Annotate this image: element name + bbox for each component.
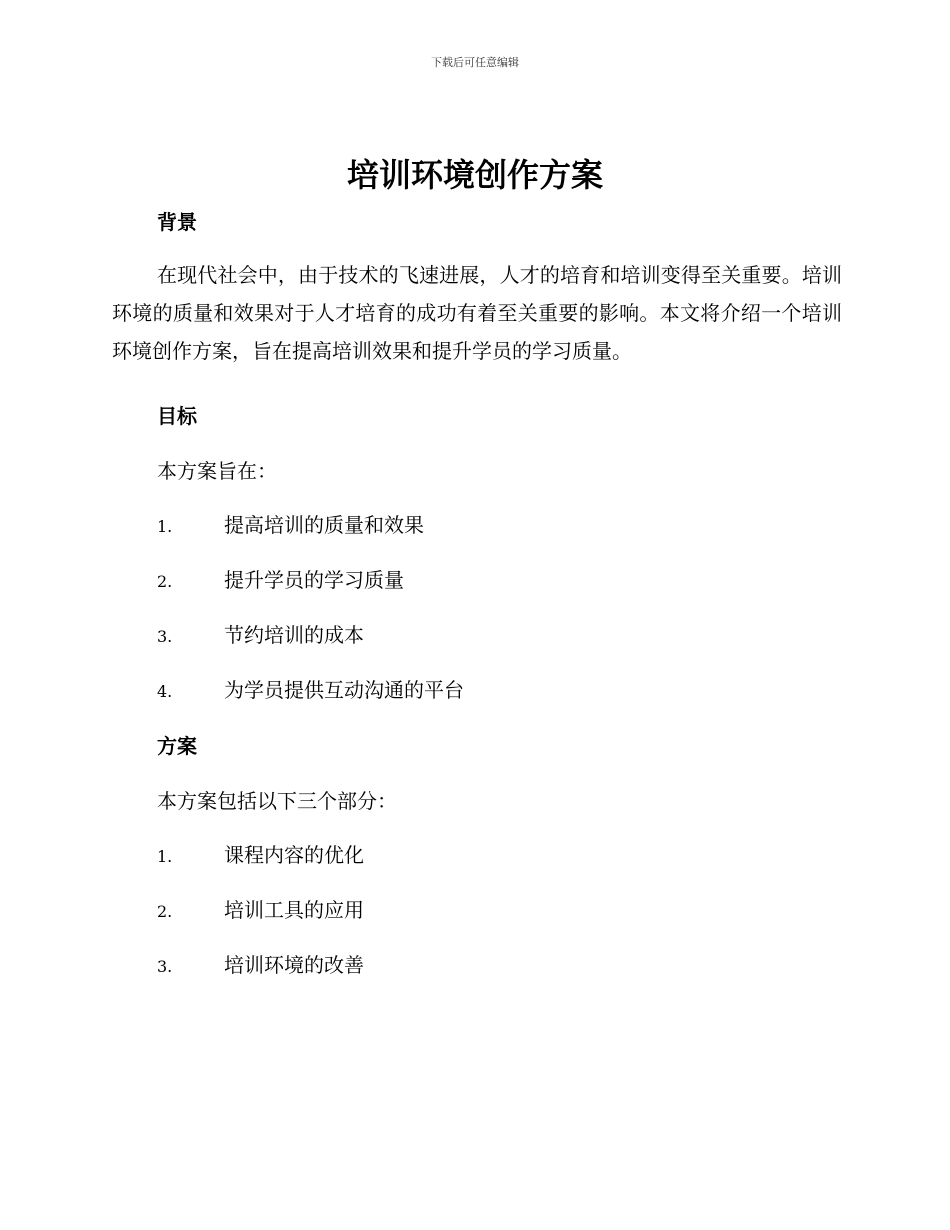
plan-list-item <box>157 949 364 979</box>
plan-intro: 本方案包括以下三个部分： <box>157 789 397 813</box>
list-text: 节约培训的成本 <box>224 623 364 647</box>
goals-list-item <box>157 674 464 704</box>
goals-list-item <box>157 619 364 649</box>
goals-list-item <box>157 564 404 594</box>
list-text: 提升学员的学习质量 <box>224 568 404 592</box>
plan-list-item <box>157 894 364 924</box>
list-number: 1. <box>157 517 173 536</box>
list-text: 为学员提供互动沟通的平台 <box>224 678 464 702</box>
goals-intro: 本方案旨在： <box>157 459 277 483</box>
list-number: 2. <box>157 572 173 591</box>
list-text: 培训环境的改善 <box>224 953 364 977</box>
header-note: 下载后可任意编辑 <box>431 56 519 69</box>
section-heading-goals: 目标 <box>157 404 197 428</box>
goals-list-item <box>157 509 424 539</box>
section-heading-plan: 方案 <box>157 734 197 758</box>
list-number: 4. <box>157 682 173 701</box>
list-number: 3. <box>157 627 173 646</box>
list-text: 培训工具的应用 <box>224 898 364 922</box>
list-number: 3. <box>157 957 173 976</box>
section-heading-background: 背景 <box>157 210 197 234</box>
list-text: 提高培训的质量和效果 <box>224 513 424 537</box>
plan-list-item <box>157 839 364 869</box>
background-paragraph: 在现代社会中，由于技术的飞速进展，人才的培育和培训变得至关重要。培训环境的质量和效果对于人才培育的成功有着至关重要的影响。本文将介绍一个培训环境创作方案，旨在提高培训效果和提升学员的学习质量。 <box>112 263 842 363</box>
list-text: 课程内容的优化 <box>224 843 364 867</box>
document-title: 培训环境创作方案 <box>346 156 603 194</box>
list-number: 2. <box>157 902 173 921</box>
list-number: 1. <box>157 847 173 866</box>
